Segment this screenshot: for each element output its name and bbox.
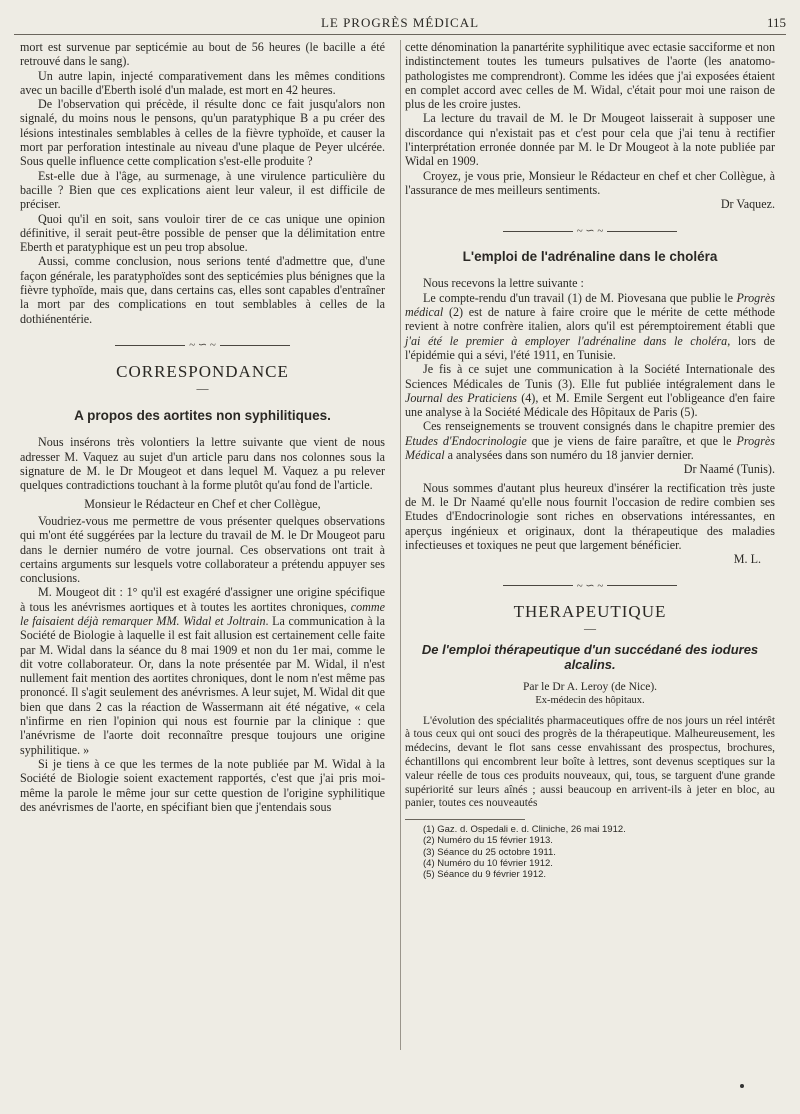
ornament-divider: ~ ∽ ~ [405,578,775,593]
page-number: 115 [766,15,786,30]
salutation: Monsieur le Rédacteur en Chef et cher Collègue, [84,496,321,511]
paragraph: Croyez, je vous prie, Monsieur le Rédacteur en chef et cher Collègue, à l'assurance de mes meilleurs sentiments. [405,168,775,197]
paragraph: cette dénomination la panartérite syphilitique avec ectasie sacciforme et non indistinctement toutes les tumeurs pulsatives de l'aorte (les anatomo-pathologistes me comprendront). Comme les idées que j'ai exposées étaient en complet accord avec celles de M. Widal, c'était pour moi une raison de plus de les croire justes. [405,40,775,112]
header-rule [14,34,786,35]
paragraph: Quoi qu'il en soit, sans vouloir tirer de ce cas unique une opinion définitive, il serait peut-être possible de penser que la délimitation entre Eberth et paratyphique est un peu trop absolue. [20,211,385,255]
ink-speck [740,1084,744,1088]
article-title: De l'emploi thérapeutique d'un succédané des iodures alcalins. [421,641,759,672]
right-column [405,40,775,880]
signature: M. L. [733,552,761,567]
article-title: A propos des aortites non syphilitiques. [74,408,331,424]
section-dash: — [196,380,209,395]
footnote: (1) Gaz. d. Ospedali e. d. Cliniche, 26 mai 1912. [423,824,626,836]
paragraph: Nous recevons la lettre suivante : [423,276,584,291]
section-heading: THERAPEUTIQUE [513,602,667,622]
byline-affiliation: Ex-médecin des hôpitaux. [535,694,645,706]
ornament-divider: ~ ∽ ~ [405,224,775,239]
paragraph: Nous insérons très volontiers la lettre suivante que vient de nous adresser M. Vaquez au sujet d'un article paru dans nos colonnes sous la signature de M. le Dr Mougeot et dans lequel M. Vaquez a pu relever quelques contradictions touchant à la forme plutôt qu'au fond de l'article. [20,435,385,493]
footnote: (2) Numéro du 15 février 1913. [423,835,553,847]
paragraph: Si je tiens à ce que les termes de la note publiée par M. Widal à la Société de Biologie soient exactement rapportés, c'est que j'ai pris moi-même la parole le même jour sur cette question de l'origine syphilitique des anévrismes de l'aorte, en spécifiant bien que j'entendais sous [20,756,385,814]
paragraph: Est-elle due à l'âge, au surmenage, à une virulence particulière du bacille ? Bien que ces explications aient leur valeur, il est difficile de préciser. [20,168,385,212]
ornament-divider: ~ ∽ ~ [20,338,385,353]
byline: Par le Dr A. Leroy (de Nice). [522,680,658,693]
paragraph: Je fis à ce sujet une communication à la Société Internationale des Sciences Médicales de Tunis (3). Elle fut publiée intégralement dans le Journal des Praticiens (4), et M. Emile Sergent eut l'obligeance d'en faire une analyse à la Société Médicale des Hôpitaux de Paris (5). [405,362,775,420]
paragraph: Voudriez-vous me permettre de vous présenter quelques observations qui m'ont été suggérées par la lecture du travail de M. le Dr Mougeot paru dans le dernier numéro de votre journal. Ces observations ont trait à certains arguments sur lesquels votre collaborateur a prétendu appuyer ses conclusions. [20,513,385,586]
column-divider [400,40,401,1050]
journal-title: LE PROGRÈS MÉDICAL [320,15,480,30]
article-title: L'emploi de l'adrénaline dans le choléra [462,249,718,265]
paragraph: M. Mougeot dit : 1° qu'il est exagéré d'assigner une origine spécifique à tous les anévrismes aortiques et à toutes les aortites chroniques, comme le faisaient déjà remarquer MM. Widal et Joltrain. La communication à la Société de Biologie à laquelle il est fait allusion est certainement celle faite par M. Widal dans la séance du 8 mai 1909 et non du 1er mai, comme le dit votre collaborateur. Or, dans la note présentée par M. Widal, il n'est nullement fait mention des aortites chroniques, dont le nom n'est même pas prononcé. Il s'agit seulement des anévrismes. A leur sujet, M. Widal dit que bien que dans 2 cas la réaction de Wassermann ait été négative, « cela n'infirme en rien l'opinion qui nous est fournie par la clinique : que l'anévrisme de l'aorte doit reconnaître presque toujours une origine syphilitique. » [20,585,385,757]
paragraph: Aussi, comme conclusion, nous serions tenté d'admettre que, d'une façon générale, les paratyphoïdes sont des septicémies plus bénignes que la fièvre typhoïde, mais que, dans certains cas, elles sont capables d'entraîner la mort par des complications en tout semblables à celles de la dothiénentérie. [20,254,385,326]
paragraph: Ces renseignements se trouvent consignés dans le chapitre premier des Etudes d'Endocrinologie que je viens de faire paraître, et que le Progrès Médical a analysées dans son numéro du 18 janvier dernier. [405,419,775,463]
signature: Dr Naamé (Tunis). [683,462,775,477]
paragraph: La lecture du travail de M. le Dr Mougeot laisserait à supposer une discordance qui n'existait pas et c'est pour cela que j'ai tenu à rectifier l'interprétation erronée donnée par M. le Dr Mougeot à la note publiée par Widal en 1909. [405,111,775,169]
paragraph: Un autre lapin, injecté comparativement dans les mêmes conditions avec un bacille d'Eberth isolé d'un malade, est mort en 42 heures. [20,68,385,97]
footnote: (4) Numéro du 10 février 1912. [423,857,553,869]
section-heading: CORRESPONDANCE [116,361,289,381]
footnote: (5) Séance du 9 février 1912. [423,869,547,880]
section-dash: — [584,621,596,636]
running-header [14,12,786,34]
paragraph: L'évolution des spécialités pharmaceutiques offre de nos jours un réel intérêt à tous ceux qui ont souci des progrès de la thérapeutique. Malheureusement, les médecins, devant le flot sans cesse envahissant des prospectus, brochures, échantillons qui encombrent leur boîte à lettres, sont devenus sceptiques sur la valeur réelle de tous ces produits nouveaux, qui, tous, se targuent d'une grande supériorité sur leurs aînés ; aussi beaucoup en arrivent-ils à jeter en bloc, au panier, toutes ces nouveautés [405,714,775,810]
footnote: (3) Séance du 25 octobre 1911. [423,846,556,858]
paragraph: mort est survenue par septicémie au bout de 56 heures (le bacille a été retrouvé dans le sang). [20,40,385,69]
paragraph: De l'observation qui précède, il résulte donc ce fait jusqu'alors non signalé, du moins nous le pensons, qu'un paratyphique B a pu créer des lésions intestinales semblables à celles de la fièvre typhoïde, et causer la mort par perforation intestinale au niveau d'une plaque de Peyer ulcérée. Sous quelle influence cette complication s'est-elle produite ? [20,97,385,169]
paragraph: Le compte-rendu d'un travail (1) de M. Piovesana que publie le Progrès médical (2) est de nature à faire croire que le mérite de cette méthode revient à notre confrère italien, alors qu'il est péremptoirement établi que j'ai été le premier à employer l'adrénaline dans le choléra, lors de l'épidémie qui a sévi, l'été 1911, en Tunisie. [405,290,775,362]
signature: Dr Vaquez. [720,197,775,212]
left-column [20,40,385,814]
paragraph: Nous sommes d'autant plus heureux d'insérer la rectification très juste de M. le Dr Naamé qu'elle nous fournit l'occasion de redire combien ses Etudes d'Endocrinologie sont riches en observations intéressantes, en aperçus ingénieux et originaux, dont la thérapeutique des maladies infectieuses et toxiques ne peut que largement bénéficier. [405,480,775,552]
